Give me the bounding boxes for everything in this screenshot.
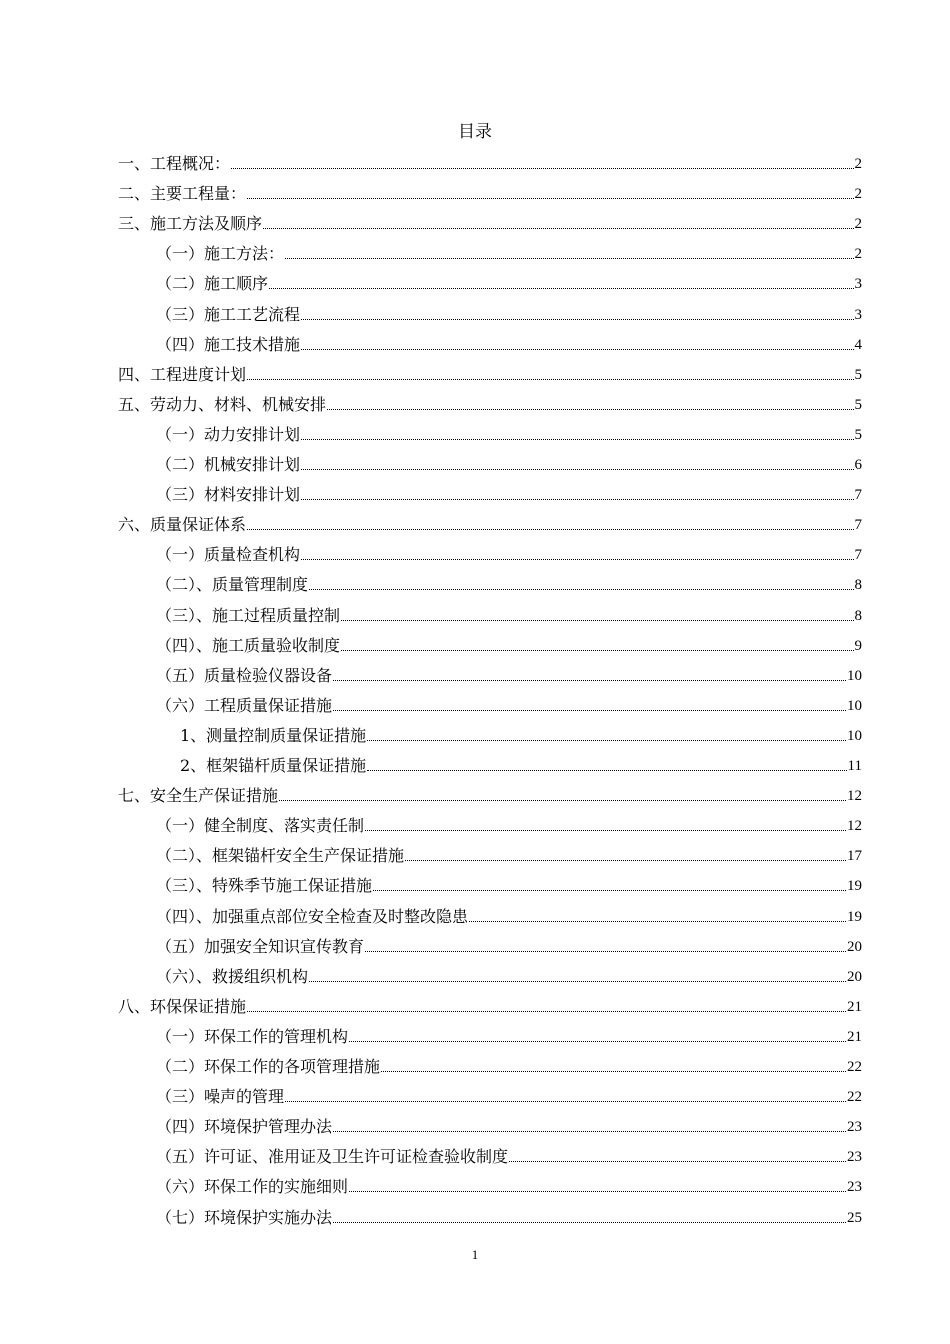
toc-entry-page: 11 [847, 758, 862, 774]
toc-entry[interactable] [156, 1023, 862, 1047]
dot-leader [373, 890, 846, 891]
toc-entry-page: 10 [847, 668, 862, 684]
toc-entry[interactable] [156, 421, 862, 445]
toc-entry[interactable] [118, 782, 862, 806]
dot-leader [285, 258, 853, 259]
toc-entry-text: （一）健全制度、落实责任制 [156, 816, 365, 835]
dot-leader [309, 981, 846, 982]
toc-entry-text: （三）噪声的管理 [156, 1087, 285, 1106]
toc-entry[interactable] [156, 1204, 862, 1228]
toc-entry-text: 三、施工方法及顺序 [118, 214, 263, 233]
toc-entry-page: 23 [847, 1119, 862, 1135]
toc-entry-text: （三）材料安排计划 [156, 485, 301, 504]
toc-entry-page: 8 [854, 577, 862, 593]
dot-leader [333, 710, 846, 711]
toc-entry[interactable] [118, 150, 862, 174]
toc-entry[interactable] [156, 1053, 862, 1077]
dot-leader [301, 319, 853, 320]
toc-entry[interactable] [156, 451, 862, 475]
dot-leader [341, 650, 853, 651]
dot-leader [367, 770, 846, 771]
toc-entry-text: （一）施工方法： [156, 244, 285, 263]
toc-entry-text: （七）环境保护实施办法 [156, 1208, 333, 1227]
toc-entry[interactable] [156, 812, 862, 836]
dot-leader [327, 409, 853, 410]
toc-entry-text: 二、主要工程量： [118, 184, 247, 203]
dot-leader [309, 589, 853, 590]
toc-entry[interactable] [118, 511, 862, 535]
toc-entry[interactable] [156, 301, 862, 325]
toc-entry-text: 五、劳动力、材料、机械安排 [118, 395, 327, 414]
toc-entry[interactable] [156, 571, 862, 595]
dot-leader [333, 1222, 846, 1223]
toc-entry[interactable] [180, 722, 862, 746]
toc-entry-page: 22 [847, 1089, 862, 1105]
toc-entry-page: 3 [854, 307, 862, 323]
toc-entry-page: 4 [854, 337, 862, 353]
dot-leader [247, 1011, 846, 1012]
dot-leader [301, 439, 853, 440]
toc-entry-text: （一）质量检查机构 [156, 545, 301, 564]
toc-entry-text: 八、环保保证措施 [118, 997, 247, 1016]
toc-entry-text: （三）施工工艺流程 [156, 305, 301, 324]
dot-leader [349, 1191, 846, 1192]
toc-entry-text: 1、测量控制质量保证措施 [180, 726, 367, 745]
toc-entry-page: 8 [854, 608, 862, 624]
dot-leader [301, 499, 853, 500]
toc-entry-page: 25 [847, 1210, 862, 1226]
toc-entry-text: （二）、质量管理制度 [156, 575, 309, 594]
toc-entry-text: （五）许可证、准用证及卫生许可证检查验收制度 [156, 1147, 509, 1166]
toc-entry-page: 19 [847, 909, 862, 925]
toc-entry-text: （三）、施工过程质量控制 [156, 606, 341, 625]
toc-entry-page: 23 [847, 1179, 862, 1195]
toc-entry-page: 5 [854, 397, 862, 413]
toc-entry[interactable] [156, 1083, 862, 1107]
toc-entry-text: （四）施工技术措施 [156, 335, 301, 354]
toc-entry-page: 20 [847, 939, 862, 955]
toc-entry-text: （六）工程质量保证措施 [156, 696, 333, 715]
toc-entry[interactable] [156, 842, 862, 866]
toc-entry-page: 7 [854, 487, 862, 503]
toc-entry-page: 2 [854, 186, 862, 202]
toc-entry[interactable] [156, 602, 862, 626]
toc-entry-text: 六、质量保证体系 [118, 515, 247, 534]
page-number: 1 [471, 1247, 479, 1262]
toc-entry-text: （二）、框架锚杆安全生产保证措施 [156, 846, 405, 865]
toc-entry-text: （四）环境保护管理办法 [156, 1117, 333, 1136]
toc-entry[interactable] [156, 903, 862, 927]
toc-entry-page: 2 [854, 216, 862, 232]
toc-entry[interactable] [156, 1173, 862, 1197]
dot-leader [231, 168, 853, 169]
toc-entry-page: 9 [854, 638, 862, 654]
toc-entry-text: （六）、救援组织机构 [156, 967, 309, 986]
toc-entry-page: 6 [854, 457, 862, 473]
dot-leader [301, 559, 853, 560]
toc-entry-text: （一）动力安排计划 [156, 425, 301, 444]
toc-entry[interactable] [156, 1113, 862, 1137]
toc-entry-text: 一、工程概况： [118, 154, 231, 173]
toc-entry[interactable] [156, 632, 862, 656]
toc-entry-page: 5 [854, 367, 862, 383]
toc-entry-text: （六）环保工作的实施细则 [156, 1177, 349, 1196]
toc-entry-text: （三）、特殊季节施工保证措施 [156, 876, 373, 895]
toc-entry[interactable] [180, 752, 862, 776]
toc-entry-page: 10 [847, 698, 862, 714]
dot-leader [285, 1101, 846, 1102]
dot-leader [279, 800, 846, 801]
toc-entry-page: 5 [854, 427, 862, 443]
toc-entry-page: 7 [854, 547, 862, 563]
toc-entry[interactable] [156, 541, 862, 565]
toc-entry-page: 20 [847, 969, 862, 985]
toc-entry-text: （二）施工顺序 [156, 274, 269, 293]
toc-entry-text: （五）加强安全知识宣传教育 [156, 937, 365, 956]
dot-leader [469, 921, 846, 922]
dot-leader [301, 469, 853, 470]
dot-leader [365, 830, 846, 831]
toc-entry[interactable] [118, 993, 862, 1017]
toc-entry-page: 10 [847, 728, 862, 744]
toc-entry-page: 19 [847, 878, 862, 894]
dot-leader [365, 951, 846, 952]
dot-leader [333, 680, 846, 681]
toc-entry-page: 2 [854, 156, 862, 172]
toc-entry-page: 7 [854, 517, 862, 533]
toc-entry-text: （二）机械安排计划 [156, 455, 301, 474]
toc-entry-page: 2 [854, 246, 862, 262]
toc-entry[interactable] [118, 361, 862, 385]
dot-leader [405, 860, 846, 861]
toc-entry[interactable] [118, 210, 862, 234]
dot-leader [349, 1041, 846, 1042]
toc-entry[interactable] [156, 662, 862, 686]
toc-entry[interactable] [118, 180, 862, 204]
toc-entry-text: （二）环保工作的各项管理措施 [156, 1057, 381, 1076]
toc-entry-page: 23 [847, 1149, 862, 1165]
toc-entry-page: 3 [854, 276, 862, 292]
toc-entry-page: 12 [847, 818, 862, 834]
dot-leader [381, 1071, 846, 1072]
toc-entry[interactable] [156, 240, 862, 264]
toc-entry-text: （四）、施工质量验收制度 [156, 636, 341, 655]
toc-entry-page: 21 [847, 1029, 862, 1045]
toc-entry-text: 七、安全生产保证措施 [118, 786, 279, 805]
toc-entry-text: 四、工程进度计划 [118, 365, 247, 384]
dot-leader [301, 349, 853, 350]
toc-entry-page: 12 [847, 788, 862, 804]
toc-entry-text: 2、框架锚杆质量保证措施 [180, 756, 367, 775]
toc-entry-text: （四）、加强重点部位安全检查及时整改隐患 [156, 907, 469, 926]
toc-entry[interactable] [118, 391, 862, 415]
dot-leader [247, 529, 853, 530]
dot-leader [341, 620, 853, 621]
toc-entry[interactable] [156, 933, 862, 957]
toc-entry[interactable] [156, 270, 862, 294]
toc-entry-text: （五）质量检验仪器设备 [156, 666, 333, 685]
toc-entry[interactable] [156, 963, 862, 987]
toc-entry-text: （一）环保工作的管理机构 [156, 1027, 349, 1046]
toc-entry-page: 17 [847, 848, 862, 864]
dot-leader [367, 740, 846, 741]
dot-leader [263, 228, 853, 229]
toc-entry[interactable] [156, 692, 862, 716]
toc-entry[interactable] [156, 481, 862, 505]
toc-entry[interactable] [156, 331, 862, 355]
dot-leader [333, 1131, 846, 1132]
toc-entry[interactable] [156, 872, 862, 896]
dot-leader [247, 198, 853, 199]
dot-leader [247, 379, 853, 380]
dot-leader [269, 288, 853, 289]
toc-entry-page: 21 [847, 999, 862, 1015]
toc-entry[interactable] [156, 1143, 862, 1167]
toc-entry-page: 22 [847, 1059, 862, 1075]
dot-leader [509, 1161, 846, 1162]
toc-title: 目录 [458, 122, 492, 142]
